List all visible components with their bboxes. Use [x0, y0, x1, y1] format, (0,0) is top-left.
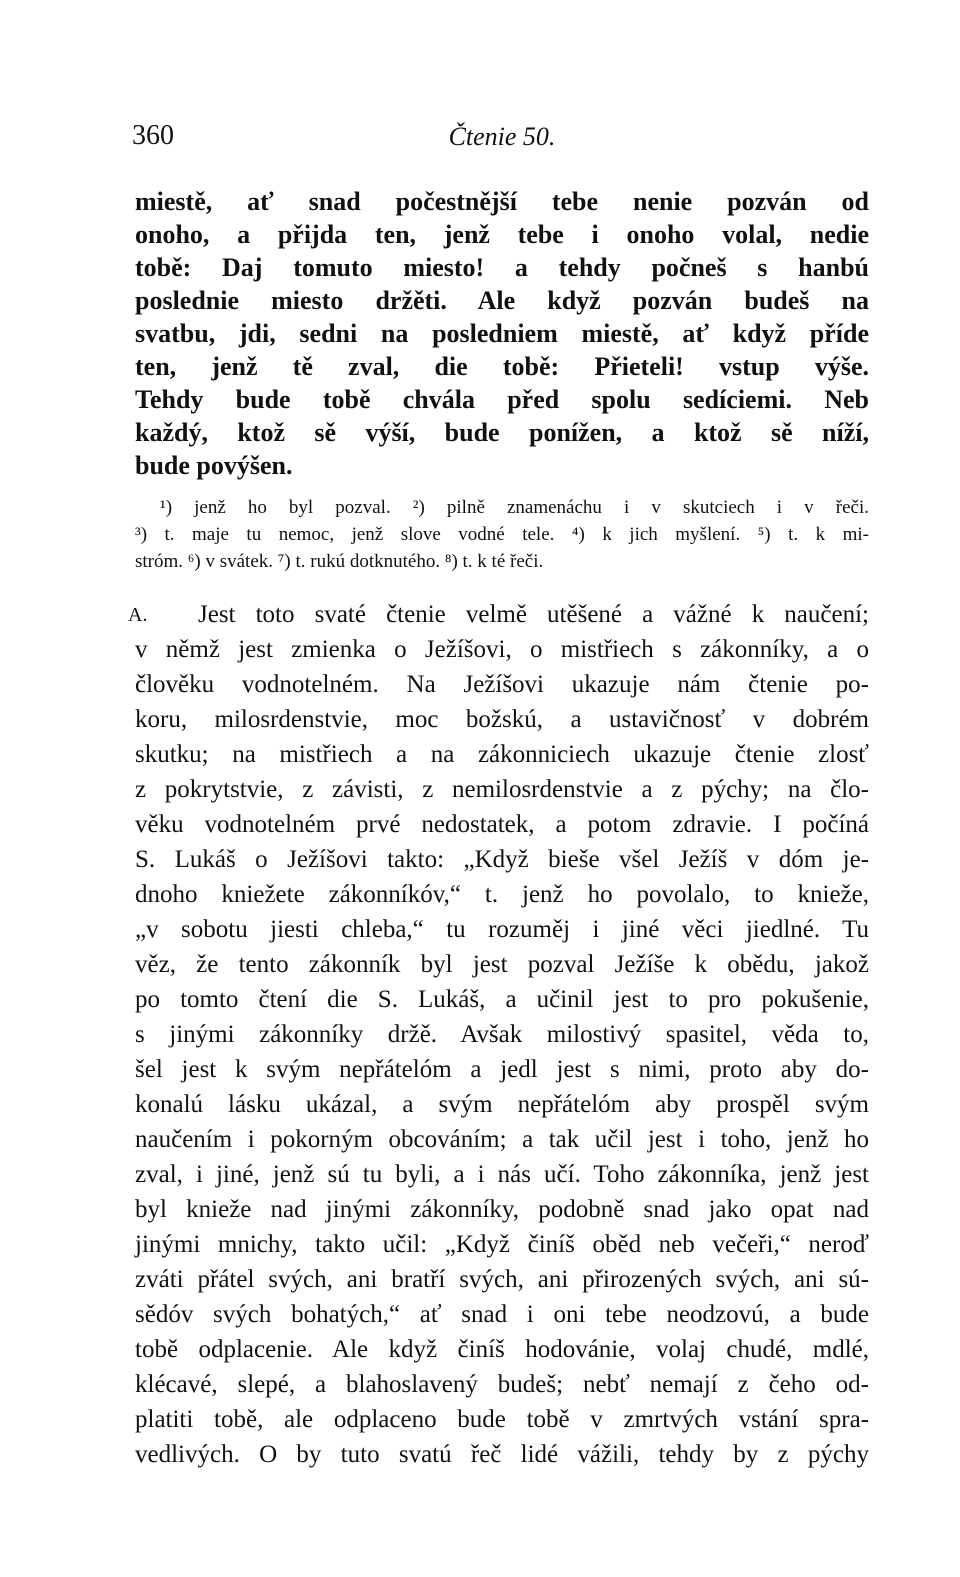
text-line: s jinými zákonníky držě. Avšak milostivý spasitel, věda to,	[135, 1021, 869, 1048]
text-line: konalú lásku ukázal, a svým nepřátelóm aby prospěl svým	[135, 1091, 869, 1118]
text-line: poslednie miesto držěti. Ale když pozván budeš na	[135, 286, 869, 315]
text-line: jinými mnichy, takto učil: „Když činíš oběd neb večeři,“ neroď	[135, 1231, 869, 1258]
text-line: po tomto čtení die S. Lukáš, a učinil jest to pro pokušenie,	[135, 986, 869, 1013]
text-line: šel jest k svým nepřátelóm a jedl jest s nimi, proto aby do-	[135, 1056, 869, 1083]
page-number: 360	[132, 120, 174, 151]
text-line: z pokrytstvie, z závisti, z nemilosrdenstvie a z pýchy; na člo-	[135, 776, 869, 803]
text-line: sědóv svých bohatých,“ ať snad i oni tebe neodzovú, a bude	[135, 1301, 869, 1328]
running-title: Čtenie 50.	[448, 122, 556, 151]
text-line: zváti přátel svých, ani bratří svých, ani přirozených svých, ani sú-	[135, 1266, 869, 1293]
text-line: v němž jest zmienka o Ježíšovi, o mistřiech s zákonníky, a o	[135, 636, 869, 663]
text-line: Jest toto svaté čtenie velmě utěšené a vážné k naučení;	[198, 601, 869, 628]
text-line: S. Lukáš o Ježíšovi takto: „Když bieše všel Ježíš v dóm je-	[135, 846, 869, 873]
text-line: skutku; na mistřiech a na zákonniciech ukazuje čtenie zlosť	[135, 741, 869, 768]
footnote-line: ¹) jenž ho byl pozval. ²) pilně znamenáchu i v skutciech i v řeči.	[160, 497, 869, 518]
text-line: každý, ktož sě výší, bude ponížen, a ktož sě níží,	[135, 418, 869, 447]
text-line: svatbu, jdi, sedni na posledniem miestě, ať když příde	[135, 319, 869, 348]
text-line: člověku vodnotelném. Na Ježíšovi ukazuje nám čtenie po-	[135, 671, 869, 698]
text-line: naučením i pokorným obcováním; a tak učil jest i toho, jenž ho	[135, 1126, 869, 1153]
text-line: zval, i jiné, jenž sú tu byli, a i nás učí. Toho zákonníka, jenž jest	[135, 1161, 869, 1188]
text-line: ten, jenž tě zval, die tobě: Přieteli! vstup výše.	[135, 352, 869, 381]
text-line: onoho, a přijda ten, jenž tebe i onoho volal, nedie	[135, 220, 869, 249]
text-line: věku vodnotelném prvé nedostatek, a potom zdravie. I počíná	[135, 811, 869, 838]
text-line: tobě odplacenie. Ale když činíš hodovánie, volaj chudé, mdlé,	[135, 1336, 869, 1363]
text-line: vedlivých. O by tuto svatú řeč lidé vážili, tehdy by z pýchy	[135, 1441, 869, 1468]
text-line: koru, milosrdenstvie, moc božskú, a ustavičnosť v dobrém	[135, 706, 869, 733]
footnote-line: stróm. ⁶) v svátek. ⁷) t. rukú dotknutého. ⁸) t. k té řeči.	[135, 551, 544, 572]
text-line: miestě, ať snad počestnější tebe nenie pozván od	[135, 187, 869, 216]
text-line: tobě: Daj tomuto miesto! a tehdy počneš s hanbú	[135, 253, 869, 282]
text-line: „v sobotu jiesti chleba,“ tu rozuměj i jiné věci jiedlné. Tu	[135, 916, 869, 943]
footnote-line: ³) t. maje tu nemoc, jenž slove vodné tele. ⁴) k jich myšlení. ⁵) t. k mi-	[135, 524, 869, 545]
text-line: klécavé, slepé, a blahoslavený budeš; nebť nemají z čeho od-	[135, 1371, 869, 1398]
text-line: dnoho kniežete zákonníkóv,“ t. jenž ho povolalo, to knieže,	[135, 881, 869, 908]
page-header	[132, 120, 872, 156]
text-line: bude povýšen.	[135, 451, 293, 480]
section-marker: A.	[128, 604, 148, 626]
text-line: platiti tobě, ale odplaceno bude tobě v zmrtvých vstání spra-	[135, 1406, 869, 1433]
text-line: Tehdy bude tobě chvála před spolu sedíciemi. Neb	[135, 385, 869, 414]
text-line: věz, že tento zákonník byl jest pozval Ježíše k obědu, jakož	[135, 951, 869, 978]
text-line: byl knieže nad jinými zákonníky, podobně snad jako opat nad	[135, 1196, 869, 1223]
